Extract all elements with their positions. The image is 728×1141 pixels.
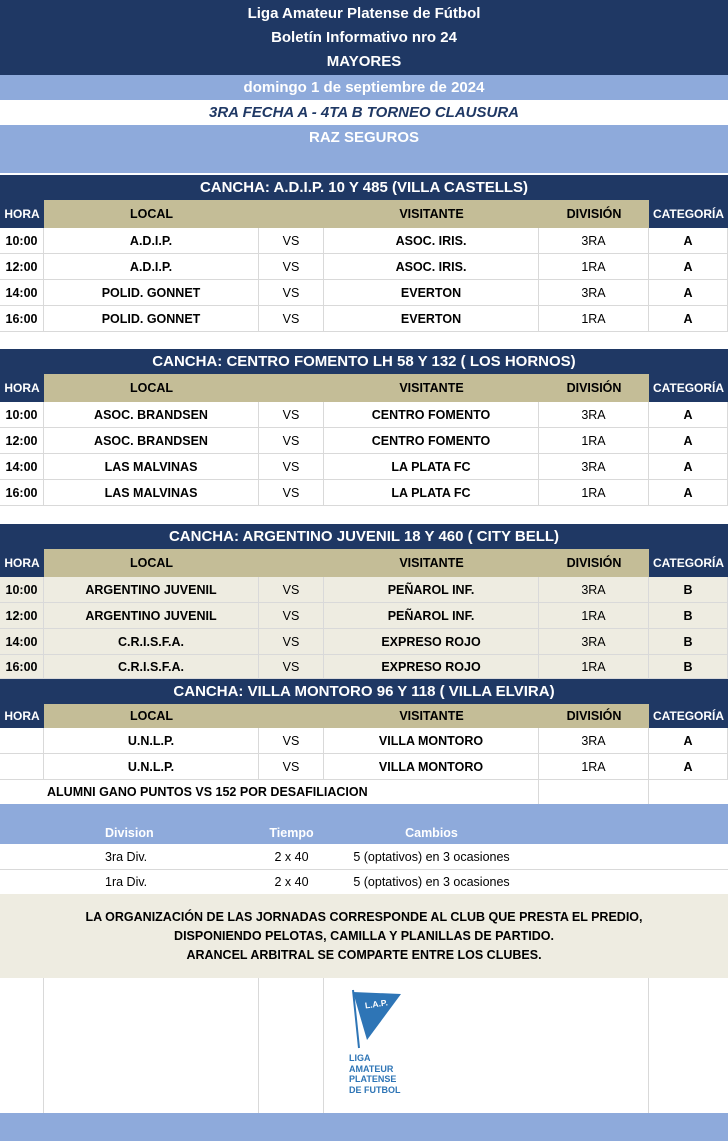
grid-line [258,978,324,1113]
rules-row [0,870,728,894]
match-visitante: VILLA MONTORO [324,754,539,780]
match-categoria: A [649,428,728,454]
grid-line [0,978,44,1113]
field-title: CANCHA: VILLA MONTORO 96 Y 118 ( VILLA ELVIRA) [0,679,728,704]
match-division: 3RA [539,577,649,603]
match-vs: VS [259,428,324,454]
column-header-row [0,200,728,228]
match-division: 1RA [539,480,649,506]
match-division: 1RA [539,428,649,454]
match-local: ASOC. BRANDSEN [44,402,259,428]
col-categoria: CATEGORÍA [649,704,728,728]
match-hora: 12:00 [0,254,44,280]
match-hora: 12:00 [0,428,44,454]
col-division: DIVISIÓN [539,704,649,728]
logo-line: LIGA [349,1053,371,1063]
column-header-row [0,549,728,577]
match-visitante: EVERTON [324,280,539,306]
match-visitante: LA PLATA FC [324,480,539,506]
col-division: DIVISIÓN [539,200,649,228]
match-division: 1RA [539,754,649,780]
match-row [0,728,728,754]
rules-row [0,844,728,870]
rules-cambios: 5 (optativos) en 3 ocasiones [353,849,510,864]
col-visitante: VISITANTE [324,704,539,728]
match-row [0,402,728,428]
col-vs-blank [259,704,324,728]
notice-line: DISPONIENDO PELOTAS, CAMILLA Y PLANILLAS DE PARTIDO. [174,929,554,943]
sponsor-banner: RAZ SEGUROS [0,125,728,149]
col-vs-blank [259,549,324,577]
match-hora: 14:00 [0,629,44,655]
match-categoria: A [649,754,728,780]
column-header-row [0,704,728,728]
col-visitante: VISITANTE [324,200,539,228]
match-division: 1RA [539,254,649,280]
match-row [0,603,728,629]
match-row [0,306,728,332]
col-categoria: CATEGORÍA [649,200,728,228]
bulletin-title: Boletín Informativo nro 24 [271,28,457,46]
match-local: C.R.I.S.F.A. [44,655,259,679]
col-division: DIVISIÓN [539,374,649,402]
category-title: MAYORES [326,52,402,70]
match-visitante: CENTRO FOMENTO [324,402,539,428]
col-local: LOCAL [44,704,259,728]
match-row [0,577,728,603]
match-categoria: A [649,454,728,480]
match-division: 1RA [539,306,649,332]
match-hora: 16:00 [0,306,44,332]
match-categoria: A [649,402,728,428]
match-vs: VS [259,629,324,655]
logo-line: DE FUTBOL [349,1084,401,1095]
notice-block [0,894,728,978]
match-visitante: PEÑAROL INF. [324,603,539,629]
match-visitante: ASOC. IRIS. [324,228,539,254]
match-row [0,454,728,480]
match-local: A.D.I.P. [44,228,259,254]
match-visitante: EVERTON [324,306,539,332]
match-local: C.R.I.S.F.A. [44,629,259,655]
pennant-icon [345,988,405,1050]
match-categoria: B [649,655,728,679]
match-categoria: A [649,228,728,254]
match-row [0,629,728,655]
logo-text [349,1053,425,1095]
match-local: ASOC. BRANDSEN [44,428,259,454]
match-categoria: A [649,280,728,306]
col-hora: HORA [0,704,44,728]
league-logo [345,988,425,1108]
col-division: DIVISIÓN [539,549,649,577]
rules-header-row [0,822,728,844]
match-categoria: A [649,728,728,754]
rules-header-blank [539,822,728,844]
match-local: U.N.L.P. [44,754,259,780]
match-vs: VS [259,754,324,780]
match-local: ARGENTINO JUVENIL [44,577,259,603]
match-local: LAS MALVINAS [44,454,259,480]
match-hora: 12:00 [0,603,44,629]
match-division: 3RA [539,402,649,428]
match-vs: VS [259,254,324,280]
match-vs: VS [259,577,324,603]
grid-line [43,978,259,1113]
col-hora: HORA [0,549,44,577]
field-title: CANCHA: CENTRO FOMENTO LH 58 Y 132 ( LOS HORNOS) [0,349,728,374]
header-block [0,0,728,75]
tournament-banner: 3RA FECHA A - 4TA B TORNEO CLAUSURA [208,104,519,121]
col-vs-blank [259,200,324,228]
field-title: CANCHA: ARGENTINO JUVENIL 18 Y 460 ( CITY BELL) [0,524,728,549]
rules-header-cambios: Cambios [405,826,458,840]
match-visitante: ASOC. IRIS. [324,254,539,280]
match-row [0,280,728,306]
col-visitante: VISITANTE [324,549,539,577]
col-hora: HORA [0,200,44,228]
league-title: Liga Amateur Platense de Fútbol [247,5,481,23]
match-division: 3RA [539,454,649,480]
notice-line: LA ORGANIZACIÓN DE LAS JORNADAS CORRESPONDE AL CLUB QUE PRESTA EL PREDIO, [85,910,643,924]
rules-header-tiempo: Tiempo [269,826,314,840]
match-hora [0,754,44,780]
match-local: POLID. GONNET [44,280,259,306]
match-row [0,480,728,506]
col-hora: HORA [0,374,44,402]
col-local: LOCAL [44,200,259,228]
match-division: 3RA [539,228,649,254]
match-division: 3RA [539,629,649,655]
note-row [0,780,728,805]
match-row [0,228,728,254]
match-local: U.N.L.P. [44,728,259,754]
match-vs: VS [259,728,324,754]
match-division: 3RA [539,728,649,754]
match-visitante: LA PLATA FC [324,454,539,480]
match-hora: 10:00 [0,402,44,428]
match-local: POLID. GONNET [44,306,259,332]
col-local: LOCAL [44,374,259,402]
notice-line: ARANCEL ARBITRAL SE COMPARTE ENTRE LOS CLUBES. [186,948,542,962]
match-categoria: B [649,577,728,603]
match-categoria: A [649,480,728,506]
field-title: CANCHA: A.D.I.P. 10 Y 485 (VILLA CASTELLS) [0,175,728,200]
match-vs: VS [259,454,324,480]
match-row [0,754,728,780]
col-vs-blank [259,374,324,402]
spacer-band [0,149,728,173]
match-vs: VS [259,655,324,679]
match-division: 1RA [539,603,649,629]
match-local: A.D.I.P. [44,254,259,280]
footer-band [0,1113,728,1141]
match-categoria: A [649,254,728,280]
rules-spacer [0,804,728,822]
match-vs: VS [259,480,324,506]
match-division: 1RA [539,655,649,679]
match-vs: VS [259,228,324,254]
match-local: LAS MALVINAS [44,480,259,506]
col-categoria: CATEGORÍA [649,374,728,402]
match-hora: 14:00 [0,280,44,306]
rules-blank [539,870,728,894]
match-hora: 10:00 [0,577,44,603]
match-row [0,254,728,280]
rules-header-division: Division [105,826,154,840]
note-divider [648,780,649,804]
col-visitante: VISITANTE [324,374,539,402]
match-visitante: EXPRESO ROJO [324,629,539,655]
match-vs: VS [259,402,324,428]
match-visitante: VILLA MONTORO [324,728,539,754]
rules-blank [539,844,728,869]
note-divider [538,780,539,804]
date-banner: domingo 1 de septiembre de 2024 [0,75,728,100]
rules-cambios: 5 (optativos) en 3 ocasiones [353,875,510,889]
match-hora: 16:00 [0,480,44,506]
match-categoria: B [649,629,728,655]
match-division: 3RA [539,280,649,306]
logo-line: PLATENSE [349,1074,397,1084]
rules-tiempo: 2 x 40 [274,849,309,864]
match-visitante: PEÑAROL INF. [324,577,539,603]
match-local: ARGENTINO JUVENIL [44,603,259,629]
match-row [0,428,728,454]
match-vs: VS [259,603,324,629]
logo-line: AMATEUR [349,1063,394,1074]
match-hora: 10:00 [0,228,44,254]
match-hora: 16:00 [0,655,44,679]
match-vs: VS [259,280,324,306]
match-hora [0,728,44,754]
match-visitante: EXPRESO ROJO [324,655,539,679]
rules-division: 1ra Div. [105,875,148,889]
rules-tiempo: 2 x 40 [274,875,309,889]
rules-division: 3ra Div. [105,849,148,864]
match-vs: VS [259,306,324,332]
match-row [0,655,728,679]
match-categoria: A [649,306,728,332]
match-hora: 14:00 [0,454,44,480]
col-local: LOCAL [44,549,259,577]
grid-line [538,978,649,1113]
col-categoria: CATEGORÍA [649,549,728,577]
column-header-row [0,374,728,402]
note-text: ALUMNI GANO PUNTOS VS 152 POR DESAFILIACION [47,785,368,799]
match-visitante: CENTRO FOMENTO [324,428,539,454]
match-categoria: B [649,603,728,629]
pennant-text: L.A.P. [364,997,389,1011]
